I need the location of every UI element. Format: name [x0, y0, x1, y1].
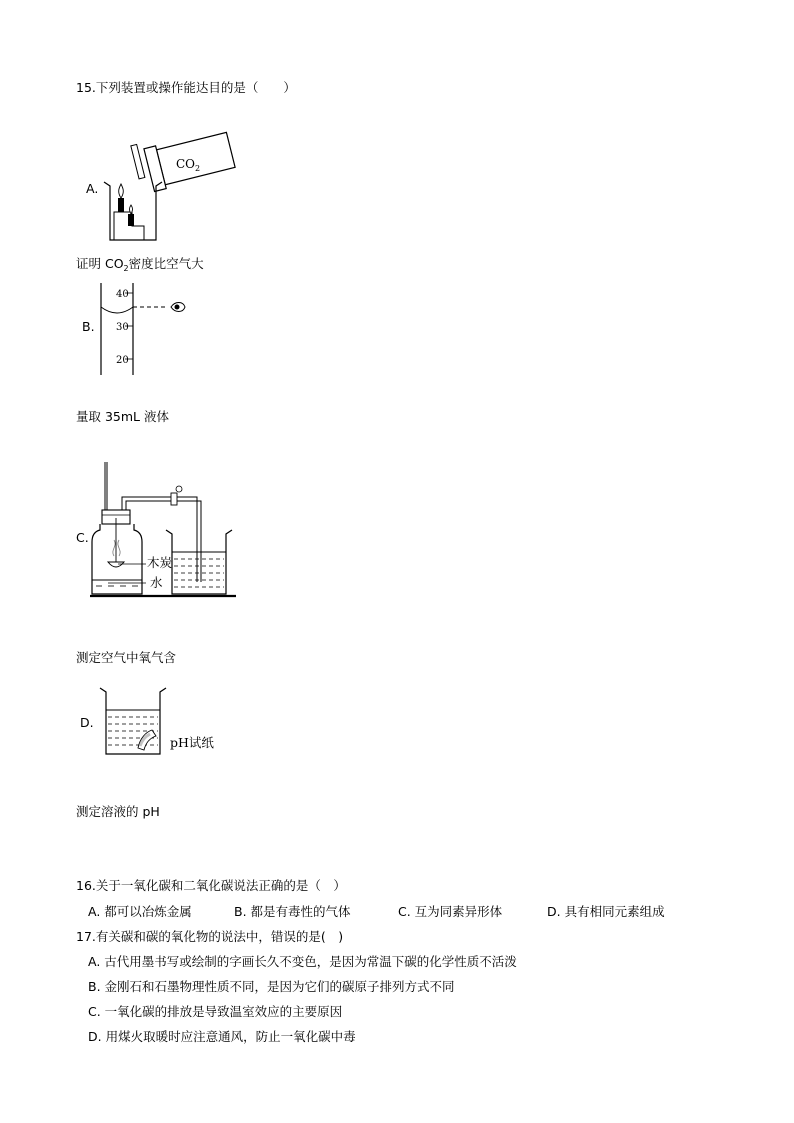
q15-stem: 15.下列装置或操作能达目的是（ ） — [76, 80, 296, 95]
label-water: 水 — [150, 575, 163, 590]
q15-option-d-letter: D. — [80, 715, 94, 730]
eye-icon — [171, 303, 185, 312]
tick-20: 20 — [116, 355, 129, 366]
q15-option-c-caption: 测定空气中氧气含 — [76, 650, 177, 665]
q15-option-a-caption: 证明 $CO_2$密度比空气大 — [76, 256, 204, 273]
tick-30: 30 — [116, 322, 129, 333]
q15-option-b-letter: B. — [82, 319, 95, 334]
q15-figure-c — [88, 460, 238, 600]
q15-figure-b — [95, 283, 195, 378]
q16-stem: 16.关于一氧化碳和二氧化碳说法正确的是（ ） — [76, 878, 346, 893]
q17-option-b: B. 金刚石和石墨物理性质不同，是因为它们的碳原子排列方式不同 — [88, 979, 455, 994]
q17-option-c: C. 一氧化碳的排放是导致温室效应的主要原因 — [88, 1004, 343, 1019]
q16-option-c: C. 互为同素异形体 — [398, 904, 503, 919]
q17-option-a: A. 古代用墨书写或绘制的字画长久不变色，是因为常温下碳的化学性质不活泼 — [88, 954, 517, 969]
q16-option-a: A. 都可以冶炼金属 — [88, 904, 192, 919]
q16-option-d: D. 具有相同元素组成 — [547, 904, 665, 919]
q15-option-c-letter: C. — [76, 530, 89, 545]
label-ph-paper: pH试纸 — [170, 735, 214, 750]
q16-option-b: B. 都是有毒性的气体 — [234, 904, 351, 919]
q15-option-b-caption: 量取 35mL 液体 — [76, 409, 169, 424]
q15-option-d-caption: 测定溶液的 pH — [76, 804, 160, 819]
ph-paper — [138, 730, 156, 750]
q17-stem: 17.有关碳和碳的氧化物的说法中，错误的是( ) — [76, 929, 344, 944]
q15-figure-d — [98, 686, 178, 758]
tick-40: 40 — [116, 289, 129, 300]
q15-option-a-letter: A. — [86, 181, 99, 196]
q17-option-d: D. 用煤火取暖时应注意通风，防止一氧化碳中毒 — [88, 1029, 356, 1044]
q15-figure-a — [100, 130, 230, 245]
label-charcoal: 木炭 — [147, 555, 173, 570]
co2-label: $CO_2$ — [176, 157, 201, 173]
